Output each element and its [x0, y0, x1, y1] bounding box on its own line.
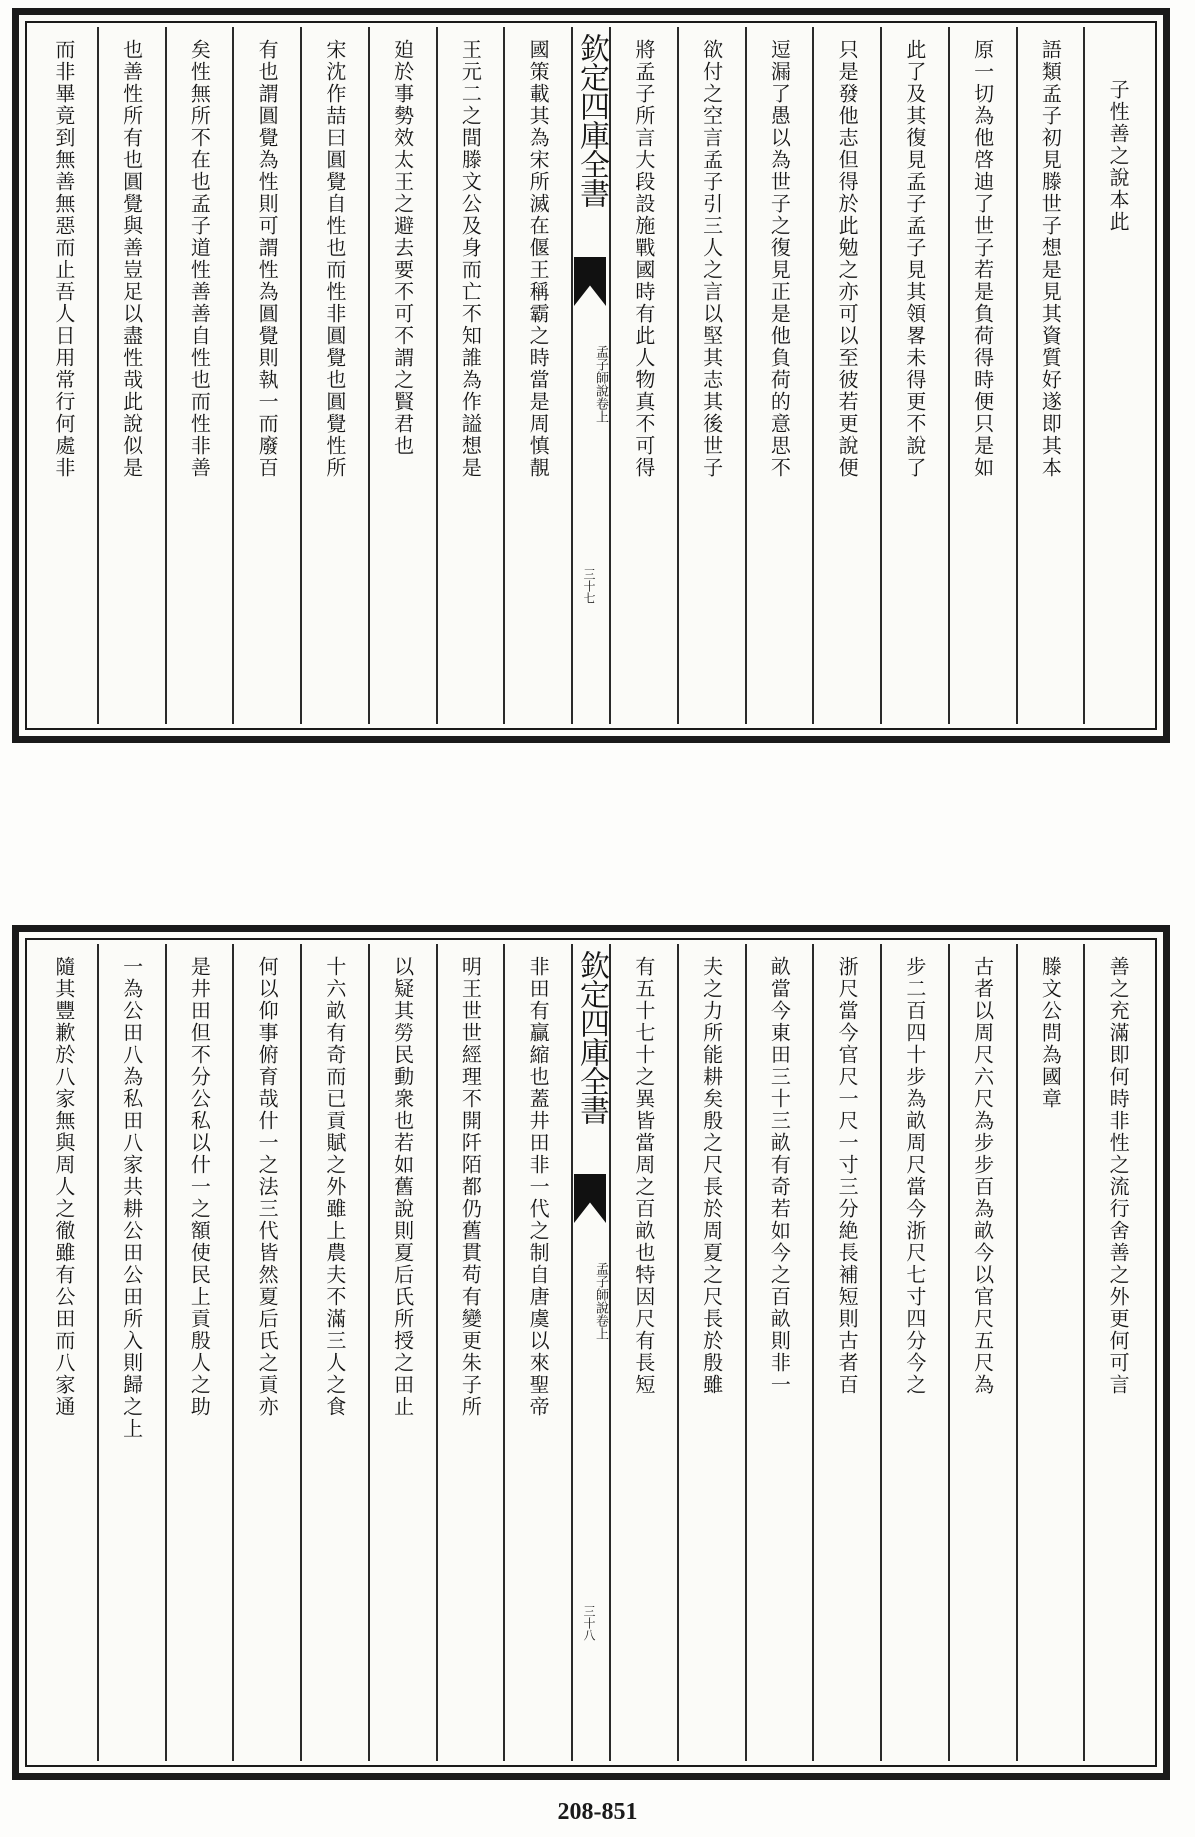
gutter-title: 欽定四庫全書	[574, 33, 609, 207]
text-column	[948, 27, 1016, 724]
column-text: 善之充滿即何時非性之流行舍善之外更何可言	[1106, 956, 1131, 1396]
column-text: 子性善之說本此	[1106, 79, 1131, 233]
column-text: 也善性所有也圓覺與善豈足以盡性哉此說似是	[119, 39, 144, 479]
gutter-title: 欽定四庫全書	[574, 950, 609, 1124]
column-text: 以疑其勞民動衆也若如舊說則夏后氏所授之田止	[390, 956, 415, 1418]
column-text: 有五十七十之異皆當周之百畝也特因尺有長短	[631, 956, 656, 1396]
column-text: 欲付之空言孟子引三人之言以堅其志其後世子	[699, 39, 724, 479]
gutter-book-info	[593, 1262, 607, 1340]
column-text: 逗漏了愚以為世子之復見正是他負荷的意思不	[767, 39, 792, 479]
text-column	[503, 944, 571, 1761]
text-column	[165, 944, 233, 1761]
column-text: 原一切為他啓迪了世子若是負荷得時便只是如	[970, 39, 995, 479]
center-gutter	[571, 27, 609, 724]
inner-frame	[25, 21, 1157, 730]
column-text: 此了及其復見孟子孟子見其領畧未得更不說了	[902, 39, 927, 479]
text-columns	[31, 27, 1151, 724]
column-text: 何以仰事俯育哉什一之法三代皆然夏后氏之貢亦	[255, 956, 280, 1418]
text-column	[1016, 27, 1084, 724]
column-text: 矣性無所不在也孟子道性善善自性也而性非善	[187, 39, 212, 479]
text-column	[300, 944, 368, 1761]
text-column	[677, 27, 745, 724]
text-column	[609, 27, 677, 724]
text-column	[1083, 27, 1151, 724]
text-column	[368, 27, 436, 724]
text-column	[503, 27, 571, 724]
text-column	[436, 944, 504, 1761]
column-text: 國策載其為宋所滅在偃王稱霸之時當是周慎靚	[526, 39, 551, 479]
column-text: 隨其豐歉於八家無與周人之徹雖有公田而八家通	[51, 956, 76, 1418]
page-top	[12, 8, 1170, 743]
column-text: 古者以周尺六尺為步步百為畝今以官尺五尺為	[970, 956, 995, 1396]
gutter-volume: 卷上	[593, 1314, 608, 1340]
text-column	[436, 27, 504, 724]
text-column	[677, 944, 745, 1761]
text-column	[948, 944, 1016, 1761]
page-footer-number: 208-851	[557, 1799, 638, 1825]
text-column	[368, 944, 436, 1761]
column-text: 夫之力所能耕矣殷之尺長於周夏之尺長於殷雖	[699, 956, 724, 1396]
column-text: 十六畝有奇而已貢賦之外雖上農夫不滿三人之食	[322, 956, 347, 1418]
page-bottom	[12, 925, 1170, 1780]
column-text: 滕文公問為國章	[1038, 956, 1063, 1110]
text-column	[97, 944, 165, 1761]
column-text: 一為公田八為私田八家共耕公田公田所入則歸之上	[119, 956, 144, 1440]
column-text: 是井田但不分公私以什一之額使民上貢殷人之助	[187, 956, 212, 1418]
text-column	[745, 27, 813, 724]
column-text: 只是發他志但得於此勉之亦可以至彼若更說便	[835, 39, 860, 479]
text-column	[1083, 944, 1151, 1761]
text-column	[880, 27, 948, 724]
fish-tail-mark	[574, 257, 606, 325]
gutter-book-title: 孟子師說	[593, 345, 608, 397]
text-column	[812, 944, 880, 1761]
text-column	[745, 944, 813, 1761]
text-column	[1016, 944, 1084, 1761]
text-column	[165, 27, 233, 724]
gutter-book-title: 孟子師說	[593, 1262, 608, 1314]
column-text: 而非畢竟到無善無惡而止吾人日用常行何處非	[51, 39, 76, 479]
folio-number: 三十七	[582, 568, 596, 604]
column-text: 非田有贏縮也蓋井田非一代之制自唐虞以來聖帝	[526, 956, 551, 1418]
text-column	[812, 27, 880, 724]
column-text: 有也謂圓覺為性則可謂性為圓覺則執一而廢百	[255, 39, 280, 479]
column-text: 宋沈作喆曰圓覺自性也而性非圓覺也圓覺性所	[322, 39, 347, 479]
text-column	[31, 27, 97, 724]
text-column	[300, 27, 368, 724]
center-gutter	[571, 944, 609, 1761]
text-column	[232, 944, 300, 1761]
column-text: 將孟子所言大段設施戰國時有此人物真不可得	[631, 39, 656, 479]
column-text: 步二百四十步為畝周尺當今浙尺七寸四分今之	[902, 956, 927, 1396]
text-column	[232, 27, 300, 724]
fish-tail-mark	[574, 1174, 606, 1242]
column-text: 語類孟子初見滕世子想是見其資質好遂即其本	[1038, 39, 1063, 479]
text-column	[31, 944, 97, 1761]
column-text: 浙尺當今官尺一尺一寸三分絶長補短則古者百	[835, 956, 860, 1396]
column-text: 廹於事勢效太王之避去要不可不謂之賢君也	[390, 39, 415, 457]
column-text: 畝當今東田三十三畝有奇若如今之百畝則非一	[767, 956, 792, 1396]
text-column	[609, 944, 677, 1761]
text-columns	[31, 944, 1151, 1761]
gutter-book-info	[593, 345, 607, 423]
column-text: 明王世世經理不開阡陌都仍舊貫苟有變更朱子所	[458, 956, 483, 1418]
inner-frame	[25, 938, 1157, 1767]
text-column	[97, 27, 165, 724]
gutter-volume: 卷上	[593, 397, 608, 423]
column-text: 王元二之間滕文公及身而亡不知誰為作謚想是	[458, 39, 483, 479]
folio-number: 三十八	[582, 1605, 596, 1641]
text-column	[880, 944, 948, 1761]
